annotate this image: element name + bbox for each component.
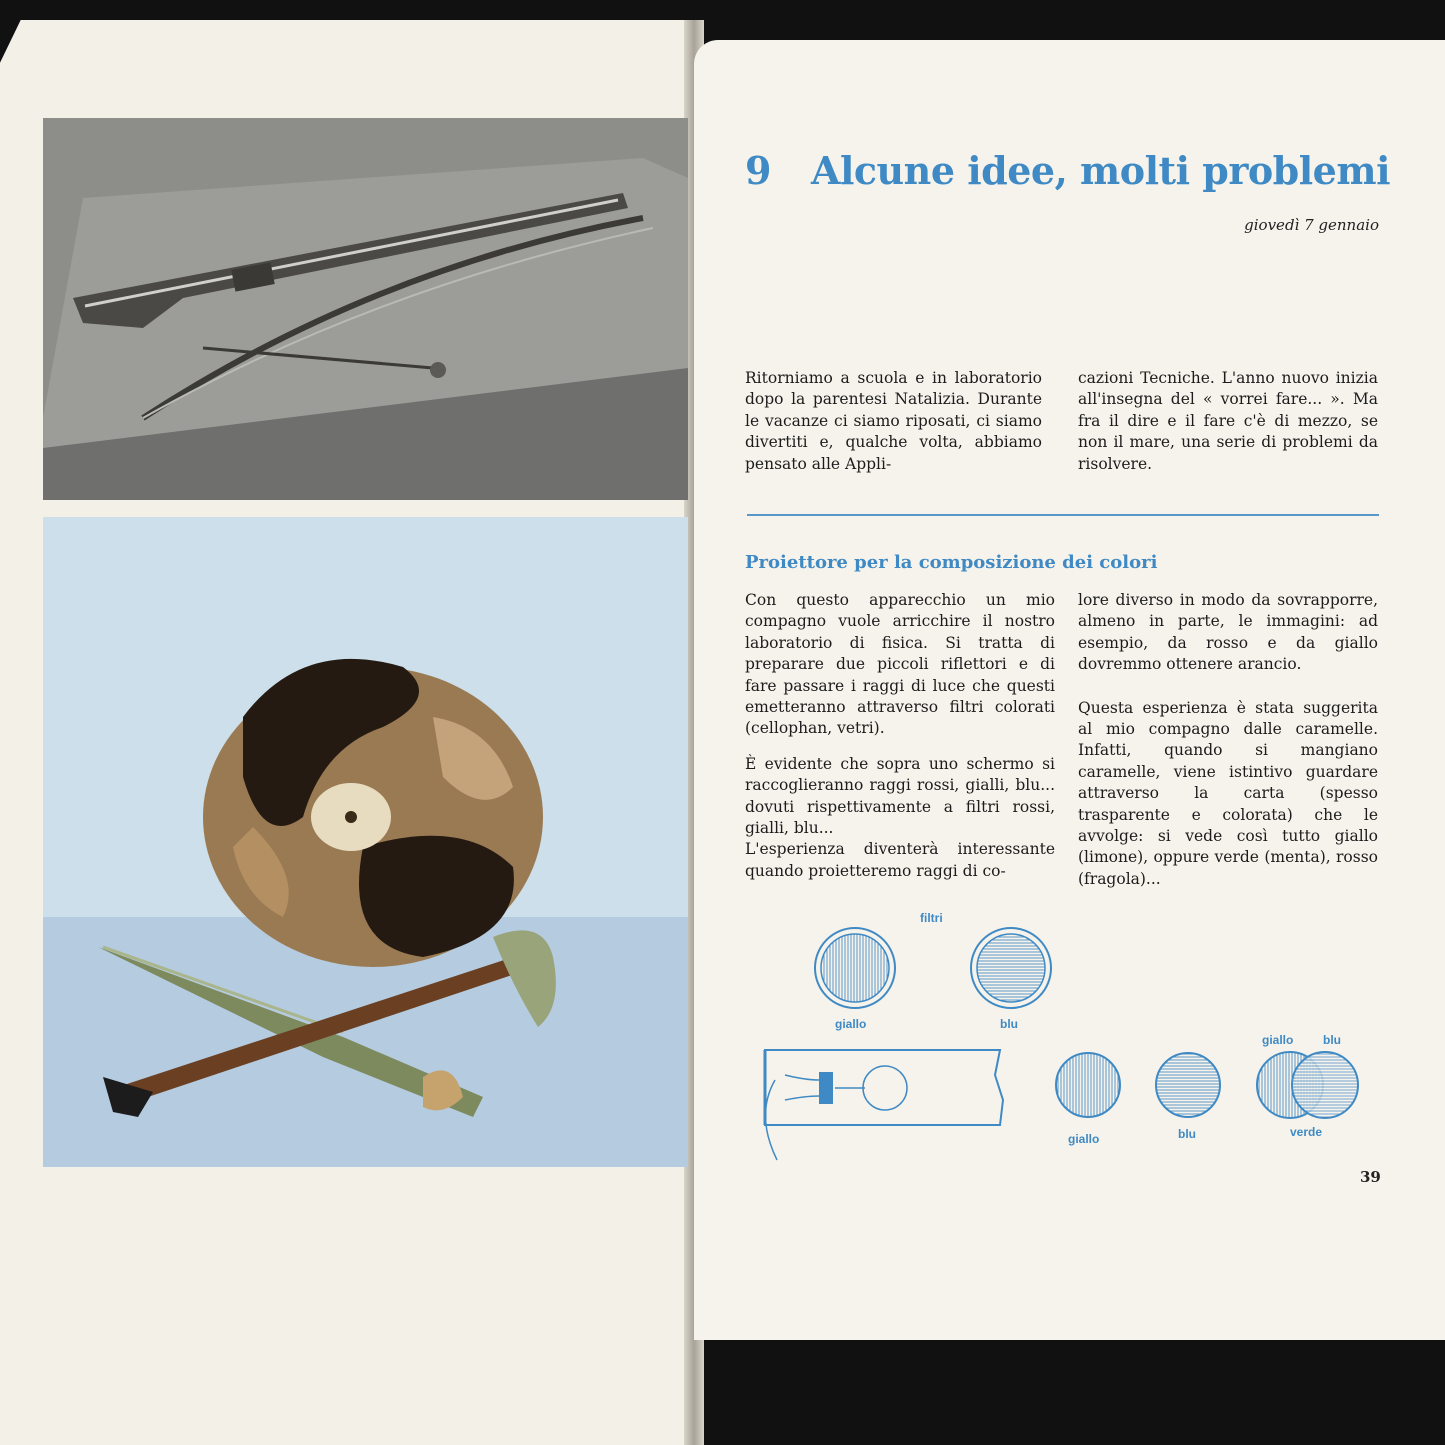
photo-fur-shield-and-axe <box>43 517 688 1167</box>
filter-blu-bottom <box>1156 1053 1220 1117</box>
label-verde: verde <box>1290 1125 1323 1139</box>
label-blu-bottom: blu <box>1178 1127 1196 1141</box>
section-title: Proiettore per la composizione dei colori <box>745 552 1158 573</box>
label-giallo-bottom: giallo <box>1068 1132 1100 1146</box>
section-col2-paragraph-2: Questa esperienza è stata suggerita al mio compagno dalle caramelle. Infatti, quando si mangiano caramelle, viene istintivo guardare attraverso la carta (spesso trasparente e colorata) che le avvolge: si vede così tutto giallo (limone), oppure verde (menta), rosso (fragola)... <box>1078 698 1378 888</box>
intro-column-2: cazioni Tecniche. L'anno nuovo inizia all'insegna del « vorrei fare... ». Ma fra il dire e il fare c'è di mezzo, se non il mare, una serie di problemi da risolvere. <box>1078 369 1378 473</box>
color-filter-diagram <box>745 900 1385 1170</box>
projector-illustration <box>765 1050 1003 1160</box>
section-col2-paragraph-1: lore diverso in modo da sovrapporre, almeno in parte, le immagini: ad esempio, da rosso e da giallo dovremmo ottenere arancio. <box>1078 591 1378 674</box>
label-blu-top: blu <box>1000 1017 1018 1031</box>
page-number: 39 <box>1360 1168 1381 1186</box>
label-filtri: filtri <box>920 911 943 925</box>
section-col1-paragraph-3: L'esperienza diventerà interessante quando proietteremo raggi di co- <box>745 840 1055 880</box>
chapter-date: giovedì 7 gennaio <box>1244 216 1379 234</box>
filter-giallo-bottom <box>1056 1053 1120 1117</box>
chapter-title: Alcune idee, molti problemi <box>811 148 1391 193</box>
section-column-2 <box>1078 590 1378 904</box>
section-column-1 <box>745 590 1055 896</box>
intro-column-1: Ritorniamo a scuola e in laboratorio dopo la parentesi Natalizia. Durante le vacanze ci siamo riposati, ci siamo divertiti e, qualche volta, abbiamo pensato alle Appli- <box>745 369 1042 473</box>
chapter-number: 9 <box>745 148 771 193</box>
label-giallo-top: giallo <box>835 1017 867 1031</box>
filter-blu-top <box>977 934 1045 1002</box>
section-col1-paragraph-1: Con questo apparecchio un mio compagno vuole arricchire il nostro laboratorio di fisica. Si tratta di preparare due piccoli riflettori e di fare passare i raggi di luce che questi emetteranno attraverso filtri colorati (cellophan, vetri). <box>745 591 1055 738</box>
filter-giallo-top <box>821 934 889 1002</box>
label-overlap-blu: blu <box>1323 1033 1341 1047</box>
overlap-blu-circle <box>1292 1052 1358 1118</box>
photo-crossbow-and-bow <box>43 118 688 500</box>
chapter-heading <box>745 148 1391 193</box>
label-overlap-giallo: giallo <box>1262 1033 1294 1047</box>
section-col1-paragraph-2: È evidente che sopra uno schermo si raccoglieranno raggi rossi, gialli, blu... dovuti rispettivamente a filtri rossi, gialli, blu... <box>745 754 1055 838</box>
section-divider <box>747 514 1379 516</box>
